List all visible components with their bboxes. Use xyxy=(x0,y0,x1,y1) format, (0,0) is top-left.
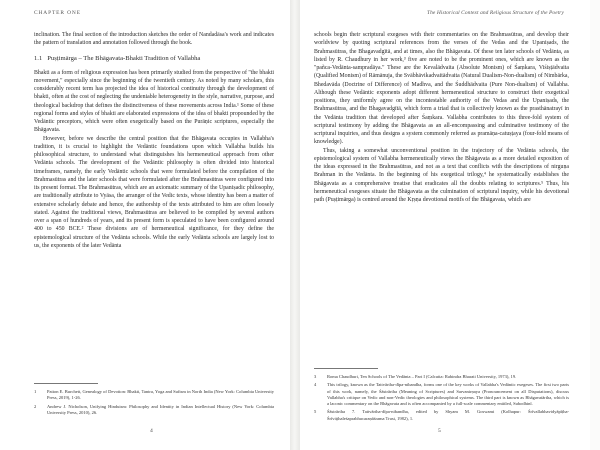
footnote xyxy=(34,389,274,402)
section-number: 1.1 xyxy=(34,54,43,62)
footnote-rule xyxy=(34,383,98,384)
footnote-number: 2 xyxy=(34,403,37,409)
body-text xyxy=(314,31,569,204)
left-page xyxy=(0,0,290,450)
paragraph: schools begin their scriptural exegeses with their commentaries on the Brahmasūtras, and develop their worldview by quoting scriptural references from the verses of the Vedas and the Upaniṣads, the Brahmasūtras, the Bhagavadgītā, and at times, also the Bhāgavata. Of these ten later schools of Vedānta, as listed by R. Chaudhury in her work,³ five are noted to be the prominent ones, which are known as the "pañca-Vedānta-sampradāya." These are the Kevalādvaita (Absolute Monism) of Śaṃkara, Viśiṣṭādvaita (Qualified Monism) of Rāmānuja, the Svābhāvikadvaitādvaita (Natural Dualism-Non-dualism) of Nimbārka, Bhedavāda (Doctrine of Difference) of Madhva, and the Śuddhādvaita (Pure Non-dualism) of Vallabha. Although these Vedāntic exponents adopt different hermeneutical structure to construct their exegetical positions, they uniformly agree on the incontestable authority of the Vedas and the Upaniṣads, the Brahmasūtras, and the Bhagavadgītā, which form a triad that is collectively known as the prasthānatrayī in the Vedānta tradition that developed after Śaṃkara. Vallabha contributes to this three-fold system of scriptural testimony by adding the Bhāgavata as an all-encompassing and culminative testimony of the scriptural inquiries, and thus designs a system commonly referred as pramāṇa-catuṣṭaya (four-fold means of knowledge). xyxy=(314,32,569,146)
footnote-number: 3 xyxy=(314,374,317,379)
section-heading xyxy=(34,55,274,63)
footnote-number: 5 xyxy=(314,409,317,415)
footnotes xyxy=(34,383,274,418)
book-gutter xyxy=(290,0,300,450)
page-number: 4 xyxy=(150,428,153,434)
footnotes xyxy=(314,368,569,424)
running-head: CHAPTER ONE xyxy=(34,10,81,16)
running-head: The Historical Context and Religious Structure of the Poetry xyxy=(427,10,564,16)
footnote-text: Andrew J. Nicholson, Unifying Hinduism: Philosophy and Identity in Indian Intellectual History (New York: Columbia University Press, 2010), 26. xyxy=(47,403,274,415)
body-text xyxy=(34,31,274,250)
footnote-text: Śāstrārtha 7. Tattvārtha-dīpa-nibandha, edited by Shyam M. Goswami (Kolhapur: Śrīvallabhavidyāpīṭha-Śrīviṭṭhaleśaprabhucaraṇāśrama Trust, 1982), 1. xyxy=(327,409,569,421)
footnote xyxy=(314,374,569,380)
footnote xyxy=(314,382,569,407)
right-page xyxy=(300,0,590,450)
section-title: Puṣṭimārga – The Bhāgavata-Bhakti Tradition of Vallabha xyxy=(47,54,201,62)
footnote xyxy=(314,409,569,422)
footnote-text: Patton E. Burchett, Genealogy of Devotion: Bhakti, Tantra, Yoga and Sufism in North India (New York: Columbia University Press, 2019), 1-26. xyxy=(47,389,274,401)
paragraph: Bhakti as a form of religious expression has been primarily studied from the perspective of "the bhakti movement," especially since the beginning of the twentieth century. As noted by many scholars, this considerably recent term has projected the idea of historical continuity through the development of bhakti, often at the cost of neglecting the undeniable heterogeneity in the style, narrative, purpose, and theological backdrop that defines the distinctiveness of these movements across India.¹ Some of these regional forms and styles of bhakti are elaborated expressions of the idea of bhakti propounded by the Vedāntic preceptors, which were often exegetically based on the Purāṇic scriptures, especially the Bhāgavata. xyxy=(34,69,274,134)
footnote-text: This trilogy, known as the Tattvārtha-dīpa-nibandha, forms one of the key works of Vallabha's Vedāntic exegeses. The first two parts of this work, namely, the Śāstrārtha (Meaning of Scriptures) and Sarvanirṇaya (Pronouncement on all Disputations), discuss Vallabha's critique on Vedic and non-Vedic theologies and philosophical systems. The third part is known as Bhāgavatārtha, which is a laconic commentary on the Bhāgavata and is often accompanied by a full-scale commentary entitled, Subodhinī. xyxy=(327,382,569,407)
footnote xyxy=(34,404,274,417)
footnote-number: 1 xyxy=(34,389,37,394)
footnote-text: Roma Chaudhuri, Ten Schools of The Vedānta – Part I (Calcutta: Rabindra Bharati University, 1973), 19. xyxy=(327,374,517,379)
page-number: 5 xyxy=(438,428,441,434)
footnote-number: 4 xyxy=(314,382,317,388)
footnote-rule xyxy=(314,368,378,369)
paragraph: inclination. The final section of the introduction sketches the order of Nandadāsa's work and indicates the pattern of translation and annotation followed through the book. xyxy=(34,32,274,47)
paragraph: Thus, taking a somewhat unconventional position in the trajectory of the Vedānta schools, the epistemological system of Vallabha hermeneutically views the Bhāgavata as a more detailed exposition of the ideas expressed in the Brahmasūtras, and not as a text that conflicts with the descriptions of nirguṇa Brahman in the Vedānta. In the beginning of his exegetical trilogy,⁴ he systematically establishes the Bhāgavata as a comprehensive treatise that eradicates all the doubts relating to scriptures.⁵ Thus, his hermeneutical exegeses situate the Bhāgavata as the culmination of scriptural inquiry, while his devotional path (Puṣṭimārga) is centred around the Kṛṣṇa devotional motifs of the Bhāgavata, which are xyxy=(314,147,569,203)
paragraph: However, before we describe the central position that the Bhāgavata occupies in Vallabha's tradition, it is crucial to highlight the Vedāntic foundations upon which Vallabha builds his philosophical structure, to understand what distinguishes his hermeneutical approach from other Vedānta schools. The development of the Vedāntic philosophy is often divided into historical timeframes, namely, the early Vedāntic schools that were formulated before the compilation of the Brahmasūtras and the later schools that were formulated after the Brahmasūtras were configured into its present format. The Brahmasūtras, which are an axiomatic summary of the Upaniṣadic philosophy, are traditionally attribute to Vyāsa, the arranger of the Vedic texts, whose identity has been a matter of extensive scholarly debate and hence, the authorship of the texts attributed to him are often loosely stated. Against the traditional views, Brahmasūtras are believed to be compiled by several authors over a span of hundreds of years, and its present form is speculated to have been configured around 400 to 450 BCE.² These divisions are of hermeneutical significance, for they define the epistemological structure of the Vedānta schools. While the early Vedānta schools are largely lost to us, the exponents of the later Vedānta xyxy=(34,135,274,249)
